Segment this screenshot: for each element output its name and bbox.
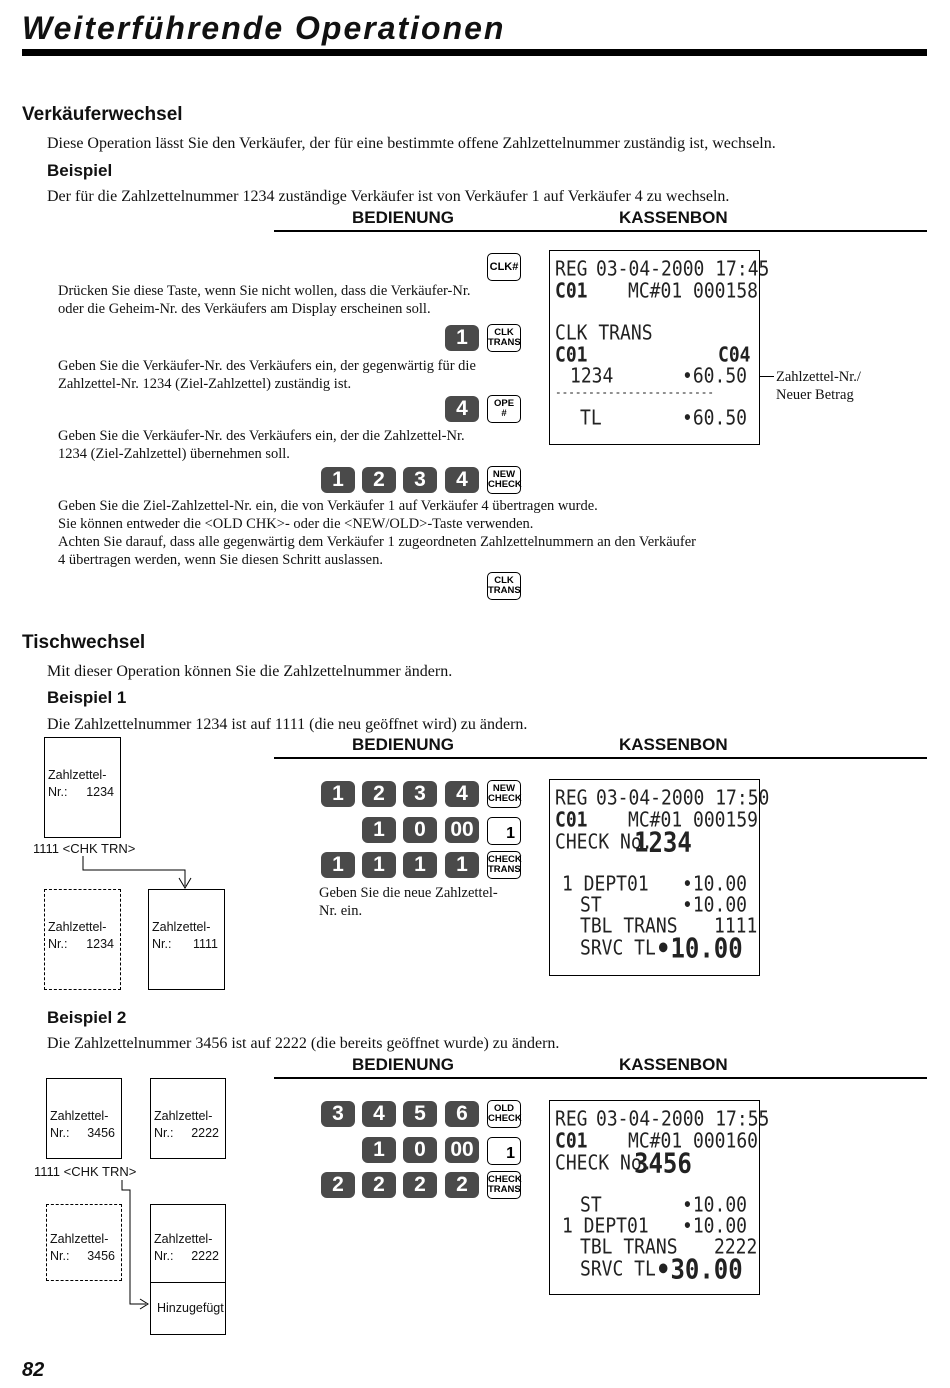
receipt-line: SRVC TL — [580, 1257, 656, 1282]
check-trans-key[interactable]: CHECK TRANS — [487, 1171, 521, 1199]
receipt-line: •10.00 — [682, 893, 748, 918]
check-box-number: 1111 — [192, 937, 218, 951]
receipt-check-number: 3456 — [634, 1147, 692, 1180]
check-box-original — [46, 1078, 122, 1159]
section-intro: Mit dieser Operation können Sie die Zahlzettelnummer ändern. — [47, 663, 453, 680]
receipt-line: TL — [580, 406, 602, 431]
step-text: Sie können entweder die <OLD CHK>- oder die <NEW/OLD>-Taste verwenden. — [58, 516, 534, 532]
added-label: Hinzugefügt — [157, 1301, 224, 1315]
receipt-mode: REG — [555, 257, 588, 282]
chk-trn-label: 1111 <CHK TRN> — [34, 1164, 137, 1179]
receipt-total: •30.00 — [656, 1253, 743, 1286]
receipt-line: SRVC TL — [580, 936, 656, 961]
digit-key-4[interactable]: 4 — [445, 781, 479, 807]
receipt-line: C04 — [718, 343, 751, 368]
section-heading-verkaeuferwechsel: Verkäuferwechsel — [22, 104, 183, 125]
receipt-line: TBL TRANS — [580, 1235, 678, 1260]
step-text: Geben Sie die Verkäufer-Nr. des Verkäufers ein, der die Zahlzettel-Nr. — [58, 428, 465, 444]
column-header-bedienung: BEDIENUNG — [352, 208, 455, 227]
step-text: Zahlzettel-Nr. 1234 (Ziel-Zahlzettel) zuständig ist. — [58, 376, 352, 392]
check-box-new — [148, 889, 225, 990]
receipt-machine: MC#01 — [628, 279, 683, 304]
digit-key-1[interactable]: 1 — [445, 325, 479, 351]
digit-key-3[interactable]: 3 — [403, 781, 437, 807]
step-text: Drücken Sie diese Taste, wenn Sie nicht wollen, dass die Verkäufer-Nr. — [58, 283, 471, 299]
check-box-label: Zahlzettel-Nr.: — [50, 1232, 109, 1263]
check-box-label: Zahlzettel-Nr.: — [48, 920, 107, 951]
column-header-bedienung: BEDIENUNG — [352, 1055, 455, 1074]
check-box-merged — [150, 1204, 226, 1335]
receipt-consecutive: 000159 — [693, 808, 759, 833]
example-heading: Beispiel — [47, 161, 113, 180]
page-number: 82 — [22, 1359, 45, 1381]
digit-key-1[interactable]: 1 — [321, 852, 355, 878]
step-text: Achten Sie darauf, dass alle gegenwärtig dem Verkäufer 1 zugeordneten Zahlzettelnummern an den Verkäufer — [58, 534, 697, 550]
receipt-line: ST — [580, 893, 602, 918]
receipt-line: •60.50 — [682, 364, 748, 389]
column-header-kassenbon: KASSENBON — [619, 735, 728, 754]
receipt-line: 1 DEPT01 — [562, 872, 649, 897]
digit-key-4[interactable]: 4 — [362, 1101, 396, 1127]
digit-key-4[interactable]: 4 — [445, 396, 479, 422]
receipt-line: •60.50 — [682, 406, 748, 431]
digit-key-5[interactable]: 5 — [403, 1101, 437, 1127]
receipt-consecutive: 000160 — [693, 1129, 759, 1154]
section-intro: Diese Operation lässt Sie den Verkäufer, der für eine bestimmte offene Zahlzettelnummer zuständig ist, wechseln. — [47, 135, 776, 152]
column-header-bedienung: BEDIENUNG — [352, 735, 455, 754]
receipt-datetime: 03-04-2000 17:45 — [596, 257, 770, 282]
example-heading: Beispiel 2 — [47, 1008, 127, 1027]
receipt-mode: REG — [555, 786, 588, 811]
receipt-note: Neuer Betrag — [776, 387, 854, 403]
receipt-clerk: C01 — [555, 279, 588, 304]
box-divider — [151, 1282, 225, 1283]
chk-trn-label: 1111 <CHK TRN> — [33, 841, 136, 856]
digit-key-00[interactable]: 00 — [445, 817, 479, 843]
digit-key-0[interactable]: 0 — [403, 1137, 437, 1163]
receipt-line: 1111 — [714, 914, 758, 939]
receipt-line: TBL TRANS — [580, 914, 678, 939]
receipt-line: 2222 — [714, 1235, 758, 1260]
clk-trans-key[interactable]: CLK TRANS — [487, 324, 521, 352]
digit-key-1[interactable]: 1 — [321, 781, 355, 807]
receipt-line: •10.00 — [682, 1193, 748, 1218]
digit-key-2[interactable]: 2 — [321, 1172, 355, 1198]
example-text: Die Zahlzettelnummer 1234 ist auf 1111 (die neu geöffnet wird) zu ändern. — [47, 716, 528, 733]
check-box-closed — [46, 1204, 122, 1281]
step-text: 1234 (Ziel-Zahlzettel) übernehmen soll. — [58, 446, 290, 462]
ope-key[interactable]: OPE # — [487, 395, 521, 423]
title-rule — [22, 49, 927, 56]
digit-key-2[interactable]: 2 — [362, 781, 396, 807]
receipt-line: ST — [580, 1193, 602, 1218]
digit-key-2[interactable]: 2 — [362, 467, 396, 493]
check-box-label: Zahlzettel-Nr.: — [48, 768, 107, 799]
receipt-separator: ------------------------ — [555, 385, 714, 400]
digit-key-6[interactable]: 6 — [445, 1101, 479, 1127]
digit-key-1[interactable]: 1 — [403, 852, 437, 878]
digit-key-0[interactable]: 0 — [403, 817, 437, 843]
check-box-number: 2222 — [191, 1126, 219, 1140]
column-header-kassenbon: KASSENBON — [619, 1055, 728, 1074]
receipt-datetime: 03-04-2000 17:55 — [596, 1107, 770, 1132]
receipt-check-label: CHECK No. — [555, 1151, 653, 1176]
check-box-label: Zahlzettel-Nr.: — [154, 1232, 213, 1263]
check-box-label: Zahlzettel-Nr.: — [152, 920, 211, 951]
receipt-clerk: C01 — [555, 808, 588, 833]
example-heading: Beispiel 1 — [47, 688, 127, 707]
column-header-kassenbon: KASSENBON — [619, 208, 728, 227]
receipt-line: C01 — [555, 343, 588, 368]
step-text: 4 übertragen werden, wenn Sie diesen Schritt auslassen. — [58, 552, 383, 568]
receipt-machine: MC#01 — [628, 808, 683, 833]
receipt-consecutive: 000158 — [693, 279, 759, 304]
receipt-line: 1234 — [570, 364, 614, 389]
check-box-target — [150, 1078, 226, 1159]
step-text: Geben Sie die Verkäufer-Nr. des Verkäufers ein, der gegenwärtig für die — [58, 358, 476, 374]
receipt-check-label: CHECK No. — [555, 830, 653, 855]
step-text: Geben Sie die neue Zahlzettel- — [319, 885, 498, 901]
digit-key-4[interactable]: 4 — [445, 467, 479, 493]
receipt-total: •10.00 — [656, 932, 743, 965]
section-heading-tischwechsel: Tischwechsel — [22, 632, 146, 653]
digit-key-1[interactable]: 1 — [362, 1137, 396, 1163]
step-text: Nr. ein. — [319, 903, 363, 919]
check-box-number: 3456 — [87, 1249, 115, 1263]
check-box-number: 1234 — [86, 937, 114, 951]
receipt-machine: MC#01 — [628, 1129, 683, 1154]
column-rule — [274, 230, 927, 232]
check-box-label: Zahlzettel-Nr.: — [50, 1109, 109, 1140]
receipt-note: Zahlzettel-Nr./ — [776, 369, 861, 385]
receipt — [549, 1100, 770, 1295]
receipt-line: •10.00 — [682, 1214, 748, 1239]
digit-key-1[interactable]: 1 — [445, 852, 479, 878]
clk-trans-key[interactable]: CLK TRANS — [487, 572, 521, 600]
column-rule — [274, 757, 927, 759]
check-box-original — [44, 737, 121, 838]
old-check-key[interactable]: OLD CHECK — [487, 1100, 521, 1128]
transfer-arrow — [75, 856, 195, 892]
step-text: Geben Sie die Ziel-Zahlzettel-Nr. ein, die von Verkäufer 1 auf Verkäufer 4 übertragen wurde. — [58, 498, 598, 514]
receipt-mode: REG — [555, 1107, 588, 1132]
receipt-clerk: C01 — [555, 1129, 588, 1154]
check-box-number: 1234 — [86, 785, 114, 799]
new-check-key[interactable]: NEW CHECK — [487, 466, 521, 494]
digit-key-1[interactable]: 1 — [321, 467, 355, 493]
multiply-key[interactable]: 1 — [487, 1137, 521, 1165]
receipt — [549, 779, 770, 976]
page-title: Weiterführende Operationen — [22, 10, 506, 46]
check-box-label: Zahlzettel-Nr.: — [154, 1109, 213, 1140]
receipt-line: •10.00 — [682, 872, 748, 897]
receipt-check-number: 1234 — [634, 826, 692, 859]
receipt-line: 1 DEPT01 — [562, 1214, 649, 1239]
clk-number-key[interactable]: CLK# — [487, 253, 521, 281]
check-box-number: 2222 — [191, 1249, 219, 1263]
digit-key-3[interactable]: 3 — [403, 467, 437, 493]
digit-key-1[interactable]: 1 — [362, 852, 396, 878]
new-check-key[interactable]: NEW CHECK — [487, 780, 521, 808]
digit-key-1[interactable]: 1 — [362, 817, 396, 843]
digit-key-3[interactable]: 3 — [321, 1101, 355, 1127]
digit-key-2[interactable]: 2 — [403, 1172, 437, 1198]
example-text: Der für die Zahlzettelnummer 1234 zuständige Verkäufer ist von Verkäufer 1 auf Verkäufer 4 zu wechseln. — [47, 188, 730, 205]
column-rule — [274, 1077, 927, 1079]
receipt — [549, 250, 770, 445]
receipt-datetime: 03-04-2000 17:50 — [596, 786, 770, 811]
check-trans-key[interactable]: CHECK TRANS — [487, 851, 521, 879]
callout-line — [760, 376, 774, 377]
receipt-line: CLK TRANS — [555, 321, 653, 346]
digit-key-2[interactable]: 2 — [445, 1172, 479, 1198]
check-box-number: 3456 — [87, 1126, 115, 1140]
digit-key-00[interactable]: 00 — [445, 1137, 479, 1163]
check-box-closed — [44, 889, 121, 990]
digit-key-2[interactable]: 2 — [362, 1172, 396, 1198]
step-text: oder die Geheim-Nr. des Verkäufers am Display erscheinen soll. — [58, 301, 431, 317]
example-text: Die Zahlzettelnummer 3456 ist auf 2222 (die bereits geöffnet wurde) zu ändern. — [47, 1035, 560, 1052]
multiply-key[interactable]: 1 — [487, 817, 521, 845]
